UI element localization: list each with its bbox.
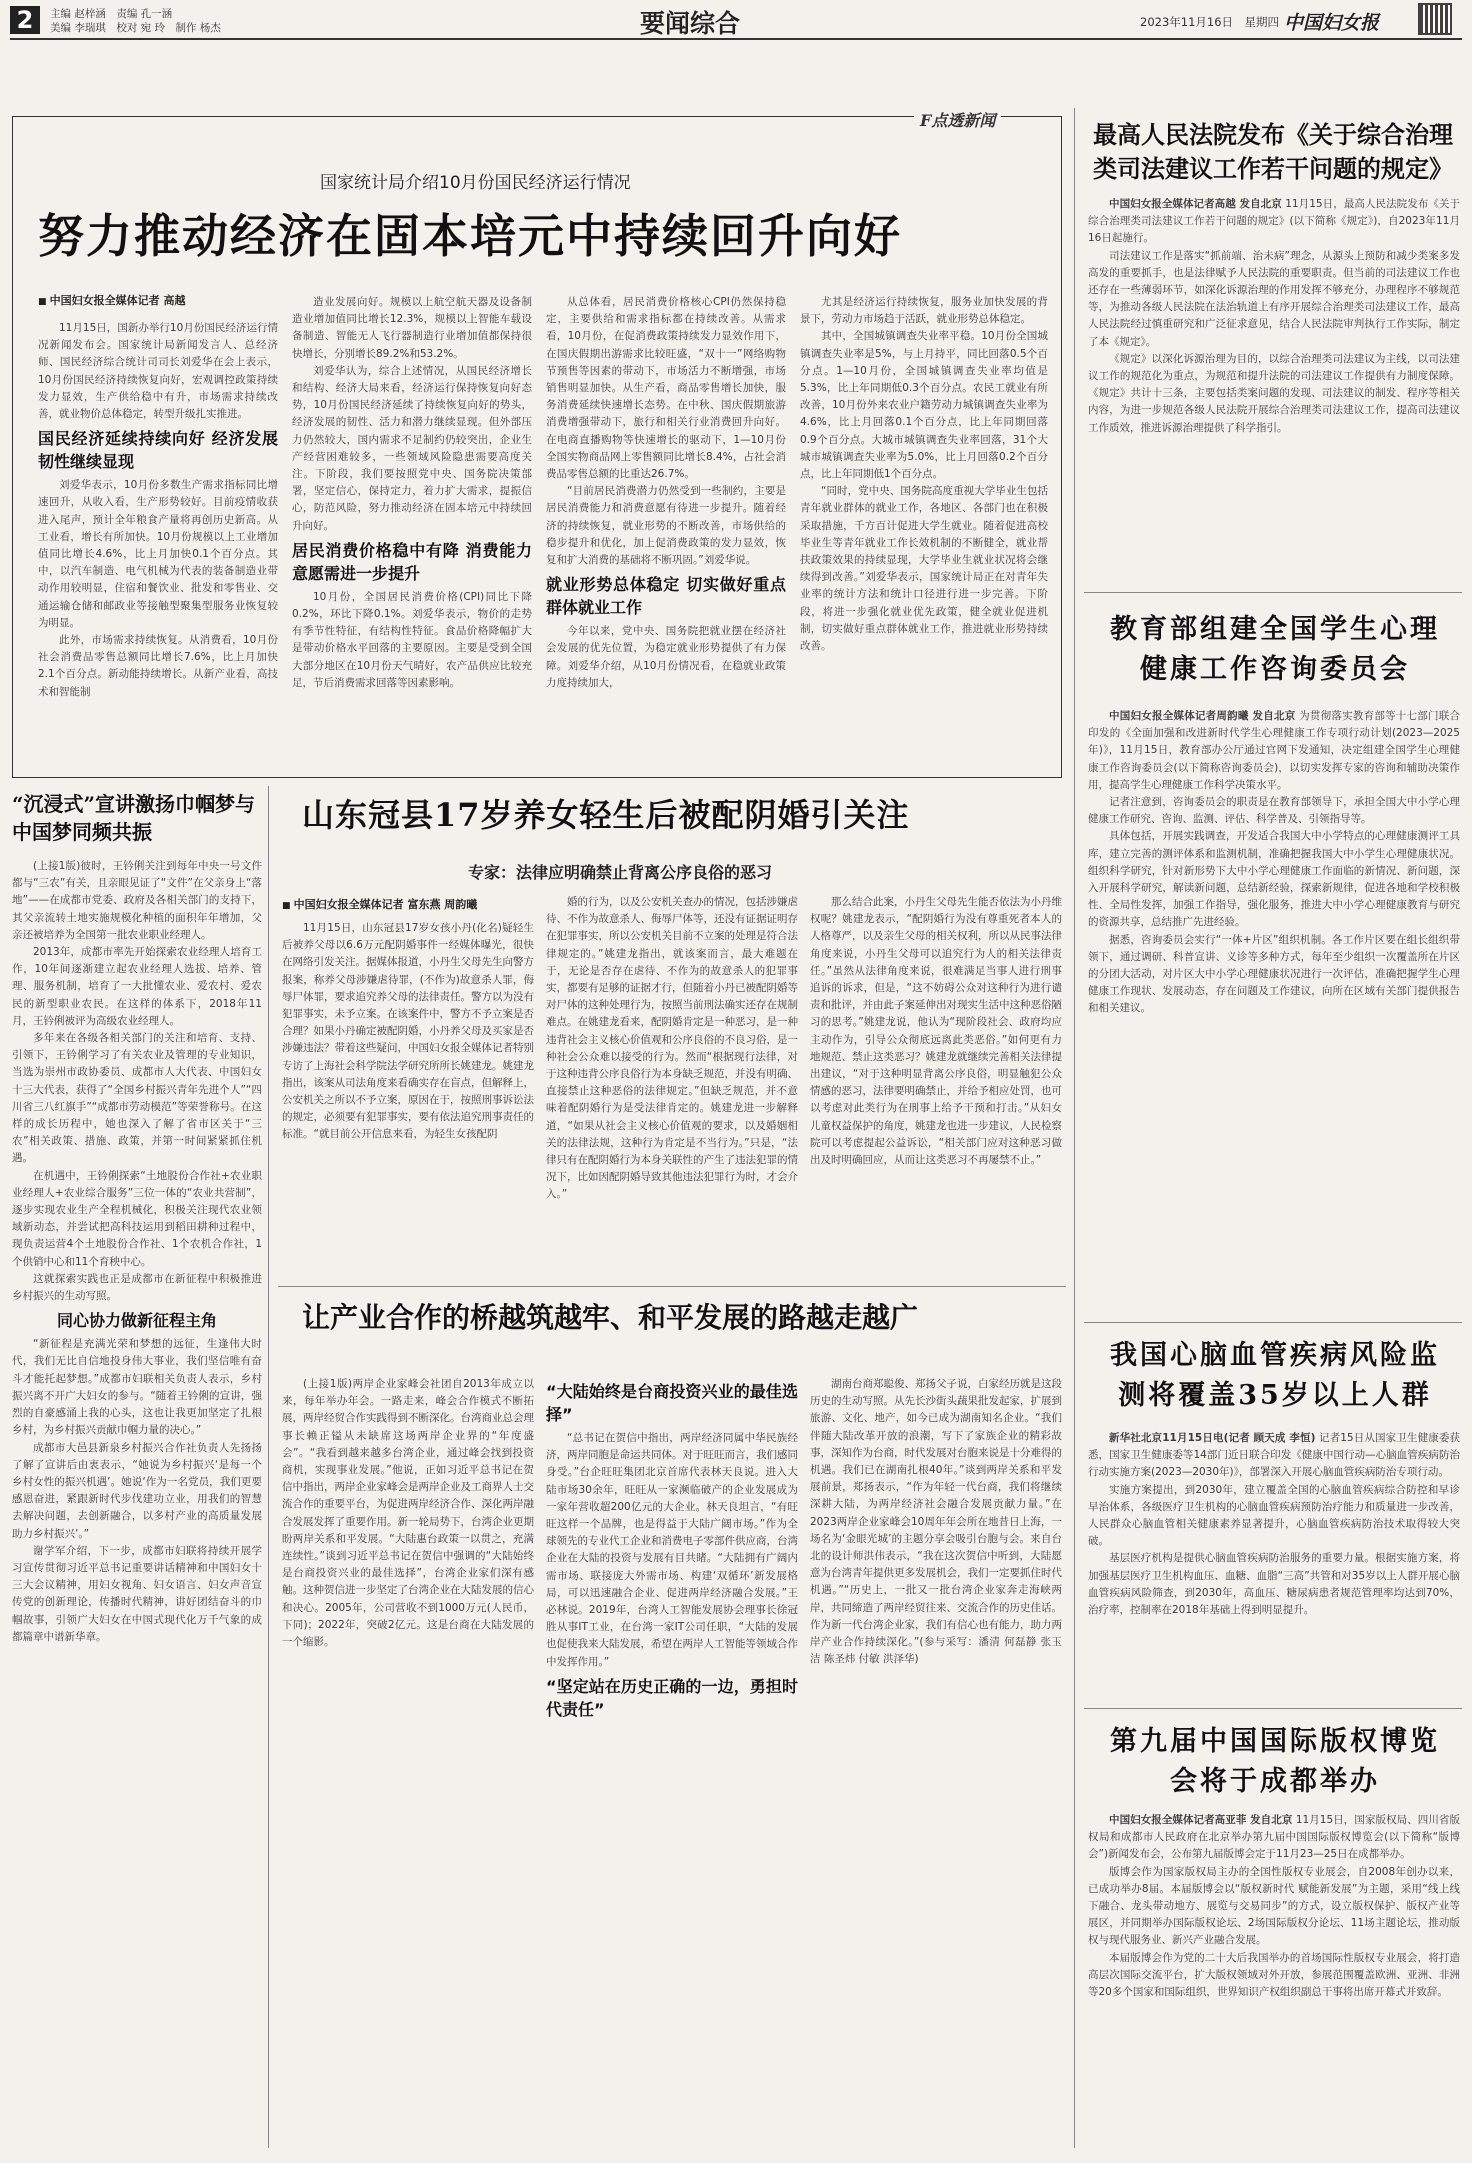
column-tag: F点透新闻 [914, 108, 1001, 131]
sidebar-story-1-body: 中国妇女报全媒体记者高越 发自北京 11月15日，最高人民法院发布《关于综合治理类司法建议工作若干问题的规定》(以下简称《规定》)，自2023年11月16日起施行。 司法建议工作是落实“抓前端、治未病”理念，从源头上预防和减少类案多发高发的重要抓手，也是法律赋予人民法院的重要职责。但当前的司法建议工作也还存在一些薄弱环节，如深化诉源治理的作用发挥不够充分，办理程序不够规范等，为推动各级人民法院在法治轨道上有序开展综合治理类司法建议工作，最高人民法院经过慎重研究和广泛征求意见，结合人民法院审判执行工作实际，制定了本《规定》。 《规定》以深化诉源治理为目的，以综合治理类司法建议为主线，以司法建议工作的规范化为重点，为规范和提升法院的司法建议工作提供有力制度保障。《规定》共计十三条，主要包括类案问题的发现、司法建议的制发、程序等相关内容，为进一步规范各级人民法院开展综合治理类司法建议工作，提高司法建议工作质效，推进诉源治理提供了科学指引。 [1088, 198, 1460, 434]
issue-date: 2023年11月16日 星期四 [1140, 15, 1280, 29]
left-story-subhead: 同心协力做新征程主角 [56, 1311, 217, 1331]
story-3-subhead-2: “坚定站在历史正确的一边，勇担时代责任” [546, 1676, 798, 1719]
lead-subhead-2: 居民消费价格稳中有降 消费能力意愿需进一步提升 [292, 540, 532, 583]
masthead: 中国妇女报 [1284, 12, 1380, 34]
sidebar-story-3-body: 新华社北京11月15日电(记者 顾天成 李恒) 记者15日从国家卫生健康委获悉，国家卫生健康委等14部门近日联合印发《健康中国行动—心脑血管疾病防治行动实施方案(2023—2030年)》，部署深入开展心脑血管疾病防治专项行动。 实施方案提出，到2030年，建立覆盖全国的心脑血管疾病综合防控和早诊早治体系，各级医疗卫生机构的心脑血管疾病预防治疗能力和质量进一步改善，人民群众心脑血管相关健康素养显著提升，心脑血管疾病防治技术取得较大突破。 基层医疗机构是提供心脑血管疾病防治服务的重要力量。根据实施方案，将加强基层医疗卫生机构血压、血糖、血脂“三高”共管和对35岁以上人群开展心脑血管疾病风险筛查，到2030年，高血压、糖尿病患者规范管理率均达到70%，治疗率，控制率在2018年基础上得到明显提升。 [1088, 1432, 1460, 1617]
story-3-column-3: 湖南台商郑聪俊、郑扬父子说，白家经历就是这段历史的生动写照。从先长沙街头蔬果批发起家，扩展到旅游、文化、地产，如今已成为湖南知名企业。“我们伴随大陆改革开放的浪潮，写下了家族企业的精彩故事，深知作为台商，时代发展对台胞来说是十分难得的机遇。我们已在湖南扎根40年。”谈到两岸关系和平发展前景，郑扬表示，“作为年轻一代台商，我们将继续深耕大陆，为两岸经济社会融合发展贡献力量。”在2023两岸企业家峰会10周年年会所在地昔日上海，一场名为‘金眼光城’的主题分享会吸引台胞与会。来自台北的设计师洪伟表示，“我在这次贺信中听到，大陆愿意为台湾青年提供更多发展机会，我们一定要抓住时代机遇。”“历史上，一批又一批台湾企业家奔走海峡两岸，共同缔造了两岸经贸往来、交流合作的历史佳话。作为新一代台湾企业家，我们有信心也有能力，助力两岸产业合作持续深化。”(参与采写：潘清 何磊静 张玉洁 陈圣炜 付敏 洪泽华) [810, 1378, 1062, 1666]
sidebar-story-2-body: 中国妇女报全媒体记者周韵曦 发自北京 为贯彻落实教育部等十七部门联合印发的《全面加强和改进新时代学生心理健康工作专项行动计划(2023—2025年)》，11月15日，教育部办公厅通过官网下发通知，决定组建全国学生心理健康工作咨询委员会(以下简称咨询委员会)，以切实发挥专家的咨询和辅助决策作用，提高学生心理健康工作科学决策水平。 记者注意到，咨询委员会的职责是在教育部领导下，承担全国大中小学心理健康工作研究、咨询、监测、评估、科学普及、引领指导等。 具体包括，开展实践调查，开发适合我国大中小学特点的心理健康测评工具库，建立完善的测评体系和监测机制，准确把握我国大中小学生心理健康状况。组织科学研究，针对新形势下大中小学心理健康工作面临的新情况、新问题，深入开展科学研究，解读新问题，总结新经验，探索新规律，促进各地和学校积极性、全局性发挥，加强工作指导，强化服务，推进大中小学心理健康教育与研究的资源共享，总结推广先进经验。 据悉，咨询委员会实行“一体+片区”组织机制。各工作片区要在组长组织带领下，通过调研、科普宣讲、义诊等多种方式，每年至少组织一次覆盖所在片区的分团大活动，对片区大中小学心理健康状况进行一次评估，准确把握学生心理健康工作现状、发展动态，存在问题及工作建议，向所在区域有关部门提供报告和相关建议。 [1088, 710, 1460, 1015]
story-2-byline: ■ 中国妇女报全媒体记者 富东燕 周韵曦 [282, 896, 477, 912]
sidebar-story-4-body: 中国妇女报全媒体记者高亚菲 发自北京 11月15日，国家版权局、四川省版权局和成都市人民政府在北京举办第九届中国国际版权博览会(以下简称“版博会”)新闻发布会，公布第九届版博会定于11月23—25日在成都举办。 版博会作为国家版权局主办的全国性版权专业展会，自2008年创办以来，已成功举办8届。本届版博会以“版权新时代 赋能新发展”为主题，采用“线上线下融合、龙头带动地方、展览与交易同步”的方式，设立版权保护、版权产业等展区，并同期举办国际版权论坛、2场国际版权分论坛、11场主题论坛，推动版权与现代服务业、新兴产业融合发展。 本届版博会作为党的二十大后我国举办的首场国际性版权专业展会，将打造高层次国际交流平台，扩大版权领域对外开放，参展范围覆盖欧洲、亚洲、非洲等20多个国家和国际组织，世界知识产权组织副总干事将出席开幕式并致辞。 [1088, 1814, 1460, 1999]
section-title: 要闻综合 [640, 9, 741, 38]
editors-line-2: 美编 李瑞琪 校对 宛 玲 制作 杨杰 [50, 22, 221, 34]
lead-column-1: 11月15日，国新办举行10月份国民经济运行情况新闻发布会。国家统计局新闻发言人、总经济师、国民经济综合统计司司长刘爱华在会上表示，10月份国民经济持续恢复向好，宏观调控政策持续发力显效，生产供给稳中有升，市场需求持续改善，就业物价总体稳定，转型升级扎实推进。 国民经济延续持续向好 经济发展韧性继续显现 刘爱华表示，10月份多数生产需求指标同比增速回升，从收入看，生产形势较好。目前疫情收获进入尾声，预计全年粮食产量将再创历史新高。从工业看，增长有所加快。10月份规模以上工业增加值同比增长4.6%，比上月加快0.1个百分点。其中，以汽车制造、电气机械为代表的装备制造业带动作用较明显，住宿和餐饮业、批发和零售业、交通运输仓储和邮政业等接触型聚集型服务业恢复较为明显。 此外，市场需求持续恢复。从消费看，10月份社会消费品零售总额同比增长7.6%，比上月加快2.1个百分点。新动能持续增长。从新产业看，高技术和智能制 [38, 322, 278, 698]
page-header [0, 0, 1472, 38]
story-2-headline: 山东冠县17岁养女轻生后被配阴婚引关注 [302, 796, 910, 834]
lead-column-3: 从总体看，居民消费价格核心CPI仍然保持稳定，主要供给和需求指标都在持续改善。从需求看，10月份，在促消费政策持续发力显效作用下，在国庆假期出游需求比较旺盛，“双十一”网络购物节预售等因素的带动下，市场活力不断增强，市场销售明显加快。从生产看，商品零售增长加快，服务消费延续快速增长态势。在中秋、国庆假期旅游消费增强带动下，旅行和相关行业消费回升向好。在电商直播购物等快速增长的驱动下，1—10月份全国实物商品网上零售额同比增长8.4%，占社会消费品零售总额的比重达26.7%。 “目前居民消费潜力仍然受到一些制约，主要是居民消费能力和消费意愿有待进一步提升。随着经济的持续恢复，就业形势的不断改善，市场供给的稳步提升和优化，加上促消费政策的发力显效，恢复和扩大消费的基础将不断巩固。”刘爱华说。 就业形势总体稳定 切实做好重点群体就业工作 今年以来，党中央、国务院把就业摆在经济社会发展的优先位置，为稳定就业形势提供了有力保障。刘爱华介绍，从10月份情况看，在稳就业政策力度持续加大， [546, 296, 786, 689]
story-3-column-2: “大陆始终是台商投资兴业的最佳选择” “总书记在贺信中指出，两岸经济同属中华民族经济，两岸同胞是命运共同体。对于旺旺而言，我们感同身受。”台企旺旺集团北京首席代表林天良说。进入大陆市场30余年，旺旺从一家濒临破产的企业发展成为一家年营收超200亿元的大企业。林天良坦言，“有旺旺这样一个品牌，也是得益于大陆广阔市场。”作为全球领先的专业代工企业和消费电子零部件供应商，台湾企业在大陆的投资与发展有目共睹。“大陆拥有广阔内需市场、联接庞大外需市场、构建‘双循环’新发展格局，可以迅速融合企业、促进两岸经济融合发展。”王必林说。2019年，台湾人工智能发展协会理事长徐冠胜从事IT工业，在台湾一家IT公司任职，“大陆的发展也促使我来大陆发展，希望在两岸人工智能等领域合作中发挥作用。” “坚定站在历史正确的一边，勇担时代责任” [546, 1382, 798, 1719]
header-divider [10, 38, 1462, 40]
sidebar-story-2-headline: 教育部组建全国学生心理健康工作咨询委员会 [1110, 614, 1440, 685]
lead-column-2: 造业发展向好。规模以上航空航天器及设备制造业增加值同比增长12.3%，规模以上智能车载设备制造、智能无人飞行器制造行业增加值都保持很快增长，分别增长89.2%和53.2%。 刘爱华认为，综合上述情况，从国民经济增长和结构、经济大局来看，经济运行保持恢复向好态势，10月份国民经济延续了持续恢复向好的势头，经济发展的韧性、活力和潜力继续显现。但外部压力仍然较大，国内需求不足制约仍较突出，企业生产经营困难较多，一些领域风险隐患需要高度关注。下阶段，我们要按照党中央、国务院决策部署，坚定信心，保持定力，着力扩大需求，提振信心，防范风险，努力推动经济在固本培元中持续回升向好。 居民消费价格稳中有降 消费能力意愿需进一步提升 10月份，全国居民消费价格(CPI)同比下降0.2%，环比下降0.1%。刘爱华表示，物价的走势有季节性特征，有结构性特征。食品价格降幅扩大是带动价格水平回落的主要原因。主要是受到全国大部分地区在10月份天气晴好，农产品供应比较充足，节后消费需求回落等因素影响。 [292, 296, 532, 689]
story-3-subhead-1: “大陆始终是台商投资兴业的最佳选择” [546, 1382, 798, 1424]
sidebar-rule-3 [1084, 1708, 1462, 1709]
sidebar-story-4-headline: 第九届中国国际版权博览会将于成都举办 [1110, 1726, 1440, 1797]
story-2-column-2: 婚的行为，以及公安机关查办的情况，包括涉嫌虐待、不作为故意杀人、侮辱尸体等，还没有证据证明存在犯罪事实，所以公安机关目前不立案的处理是符合法律规定的。”姚建龙指出，就该案而言，最大难题在于，无论是否存在虐待、不作为的故意杀人的犯罪事实，都要有足够的证据才行，但随着小丹已被配阴婚等对尸体的这种处理行为，按照当前刑法确实还存在规制难点。在姚建龙看来，配阴婚肯定是一种恶习，是一种违背社会主义核心价值观和公序良俗的不良习俗，是一种社会公众难以接受的行为。然而“根据现行法律，对于这种违背公序良俗行为本身缺乏规范，并没有明确、直接禁止这种恶俗的法律规定。”但缺乏规范，并不意味着配阴婚行为是受法律肯定的。姚建龙进一步解释道，“如果从社会主义核心价值观的要求，以及婚姻相关的法律法规，这种行为肯定是不当行为。”只是，“法律只有在配阴婚行为本身关联性的产生了违法犯罪的情况下，比如因配阴婚导致其他违法犯罪行为时，才会介入。” [546, 896, 798, 1201]
left-story-headline: “沉浸式”宣讲激扬巾帼梦与中国梦同频共振 [12, 792, 256, 844]
page-number: 2 [10, 6, 40, 34]
editors-line-1: 主编 赵梓涵 责编 孔一涵 [50, 8, 173, 20]
lead-subhead-1: 国民经济延续持续向好 经济发展韧性继续显现 [38, 429, 278, 472]
story-3-column-1: (上接1版)两岸企业家峰会社团自2013年成立以来，每年举办年会。一路走来，峰会合作模式不断拓展，两岸经贸合作实践得到不断深化。台湾商业总会理事长赖正镒从未缺席这场两岸企业界的“年度盛会”。“我看到越来越多台湾企业，通过峰会找到投资商机，实现事业发展。”他说，正如习近平总书记在贺信中指出，两岸企业家峰会是两岸企业及工商界人士交流合作的重要平台，为促进两岸经济合作、深化两岸融合发展发挥了重要作用。新一轮局势下，台湾企业更期盼两岸关系和平发展。“大陆惠台政策一以贯之，充满连续性。”谈到习近平总书记在贺信中强调的“大陆始终是台商投资兴业的最佳选择”，台湾企业家们深有感触。这种贺信进一步坚定了台湾企业在大陆发展的信心和决心。2005年，公司营收不到1000万元(人民币，下同)；2022年，突破2亿元。这是台商在大陆发展的一个缩影。 [282, 1378, 534, 1649]
sidebar-rule-1 [1084, 592, 1462, 593]
story-2-subhead: 专家：法律应明确禁止背离公序良俗的恶习 [468, 863, 773, 882]
lead-kicker: 国家统计局介绍10月份国民经济运行情况 [320, 173, 631, 193]
sidebar-rule-2 [1084, 1322, 1462, 1323]
left-column-divider [268, 786, 269, 2148]
story-2-column-3: 那么结合此案，小丹生父母先生能否依法为小丹维权呢？姚建龙表示，“配阴婚行为没有尊重死者本人的人格尊严，以及亲生父母的相关权利，所以从民事法律角度来说，小丹生父母可以追究行为人的相关法律责任。”虽然从法律角度来说，很难满足当事人进行刑事追诉的诉求，但是，“这不妨碍公众对这种行为进行谴责和批评，并由此子案延伸出对现实生活中这种恶俗陋习的思考。”姚建龙说，他认为“现阶段社会、政府均应主动作为，引导公众彻底远离此类恶俗。”如何更有力地规范、禁止这类恶习？姚建龙就继续完善相关法律提出建议，“对于这种明显背离公序良俗，明显触犯公众情感的恶习，法律要明确禁止，并给予相应处罚，也可以考虑对此类行为在刑事上给予干预和打击。”从妇女儿童权益保护的角度，姚建龙也进一步建议，人民检察院可以考虑提起公益诉讼，“相关部门应对这种恶习做出及时明确回应，从而让这类恶习不再屡禁不止。” [810, 896, 1062, 1167]
lead-headline: 努力推动经济在固本培元中持续回升向好 [38, 209, 902, 263]
lead-subhead-3: 就业形势总体稳定 切实做好重点群体就业工作 [546, 575, 786, 618]
sidebar-story-1-headline: 最高人民法院发布《关于综合治理类司法建议工作若干问题的规定》 [1093, 120, 1453, 183]
sidebar-story-3-headline: 我国心脑血管疾病风险监测将覆盖35岁以上人群 [1110, 1340, 1440, 1411]
sidebar-divider [1074, 108, 1075, 2148]
story-2-divider [278, 1286, 1066, 1287]
left-story-body: (上接1版)彼时，王钤俐关注到每年中央一号文件都与“三农”有关，且亲眼见证了“文件”在父亲身上“落地”——在成都市党委、政府及各相关部门的支持下，其父亲流转土地实施规模化种植的面积年年增加，父亲还被培养为全国第一批农业职业经理人。 2013年，成都市率先开始探索农业经理人培育工作，10年间逐渐建立起农业经理人选拔、培养、管理、服务机制，培育了一大批懂农业、爱农村、爱农民的新型职业农民。在这样的体系下，2018年11月，王钤俐被评为高级农业经理人。 多年来在各级各相关部门的关注和培育、支持、引领下，王钤俐学习了有关农业及管理的专业知识，当选为崇州市政协委员、成都市人大代表、中国妇女十三大代表，获得了“全国乡村振兴青年先进个人”“四川省三八红旗手”“成都市劳动模范”等荣誉称号。在这样的成长历程中，她也深入了解了省市区关于“三农”相关政策、措施、政策，并第一时间紧紧抓住机遇。 在机遇中，王钤俐探索“土地股份合作社+农业职业经理人+农业综合服务”三位一体的“农业共营制”，逐步实现农业生产全程机械化，积极关注现代农业领域新动态，并尝试把高科技运用到稻田耕种过程中，现负责运营4个土地股份合作社、1个农机合作社，1个供销中心和11个育秧中心。 这就探索实践也正是成都市在新征程中积极推进乡村振兴的生动写照。 同心协力做新征程主角 “新征程是充满光荣和梦想的远征，生逢伟大时代，我们无比自信地投身伟大事业，我们坚信唯有奋斗才能托起梦想。”成都市妇联相关负责人表示，乡村振兴离不开广大妇女的参与。“随着王钤俐的宣讲，强烈的自豪感涌上我的心头，这也让我更加坚定了扎根乡村，为乡村振兴贡献巾帼力量的决心。” 成都市大邑县新泉乡村振兴合作社负责人先扬扬了解了宣讲后由衷表示，“她说为乡村振兴‘是每一个乡村女性的振兴机遇’。她说‘作为一名党员，我们更要感恩奋进，紧跟新时代步伐建功立业，用我们的智慧去解决问题，去创新融合，以多村产业的高质量发展助力乡村振兴’。” 谢学军介绍，下一步，成都市妇联将持续开展学习宣传贯彻习近平总书记重要讲话精神和中国妇女十三大会议精神，用妇女视角、妇女语言、妇女声音宣传党的创新理论，传播时代精神，讲好团结奋斗的巾帼故事，引领广大妇女在中国式现代化万千气象的成都篇章中谱新华章。 [12, 860, 262, 1643]
lead-byline: ■ 中国妇女报全媒体记者 高越 [38, 292, 185, 308]
story-3-headline: 让产业合作的桥越筑越牢、和平发展的路越走越广 [302, 1301, 919, 1334]
qr-code-icon [1418, 3, 1452, 35]
story-2-column-1: 11月15日，山东冠县17岁女孩小丹(化名)疑轻生后被养父母以6.6万元配阴婚事件一经媒体曝光，很快在网络引发关注。据媒体报道，小丹生父母先生向警方报案，称养父母涉嫌虐待罪，(不作为)故意杀人罪，侮辱尸体罪，要求追究养父母的法律责任。警方以为没有犯罪事实，未予立案。在该案件中，警方不予立案是否合理？如果小丹确定被配阴婚，小丹养父母及买家是否涉嫌违法？带着这些疑问，中国妇女报全媒体记者特别专访了上海社会科学院法学研究所所长姚建龙。姚建龙指出，该案从司法角度来看确实存在盲点，但解释上，公安机关之所以不予立案，原因在于，按照刑事诉讼法的规定，必须要有犯罪事实，要有依法追究刑事责任的标准。“就目前公开信息来看，为轻生女孩配阴 [282, 922, 534, 1141]
lead-column-4: 尤其是经济运行持续恢复，服务业加快发展的背景下，劳动力市场趋于活跃，就业形势总体稳定。 其中，全国城镇调查失业率平稳。10月份全国城镇调查失业率是5%，与上月持平，同比回落0.5个百分点。1—10月份，全国城镇调查失业率均值是5.3%，比上年同期低0.3个百分点。农民工就业有所改善，10月份外来农业户籍劳动力城镇调查失业率为4.6%，比上月回落0.1个百分点，比上年同期回落0.9个百分点。大城市城镇调查失业率回落，31个大城市城镇调查失业率为5.0%，比上月回落0.2个百分点，比上年同期低1个百分点。 “同时，党中央、国务院高度重视大学毕业生包括青年就业群体的就业工作，各地区、各部门也在积极采取措施，千方百计促进大学生就业。随着促进高校毕业生等青年就业工作长效机制的不断健全，就业帮扶政策效果的持续显现，大学毕业生就业状况将会继续得到改善。”刘爱华表示，国家统计局正在对青年失业率的统计方法和统计口径进行进一步完善。下阶段，将进一步强化就业优先政策，健全就业促进机制，切实做好重点群体就业工作，推进就业形势持续改善。 [800, 296, 1048, 653]
